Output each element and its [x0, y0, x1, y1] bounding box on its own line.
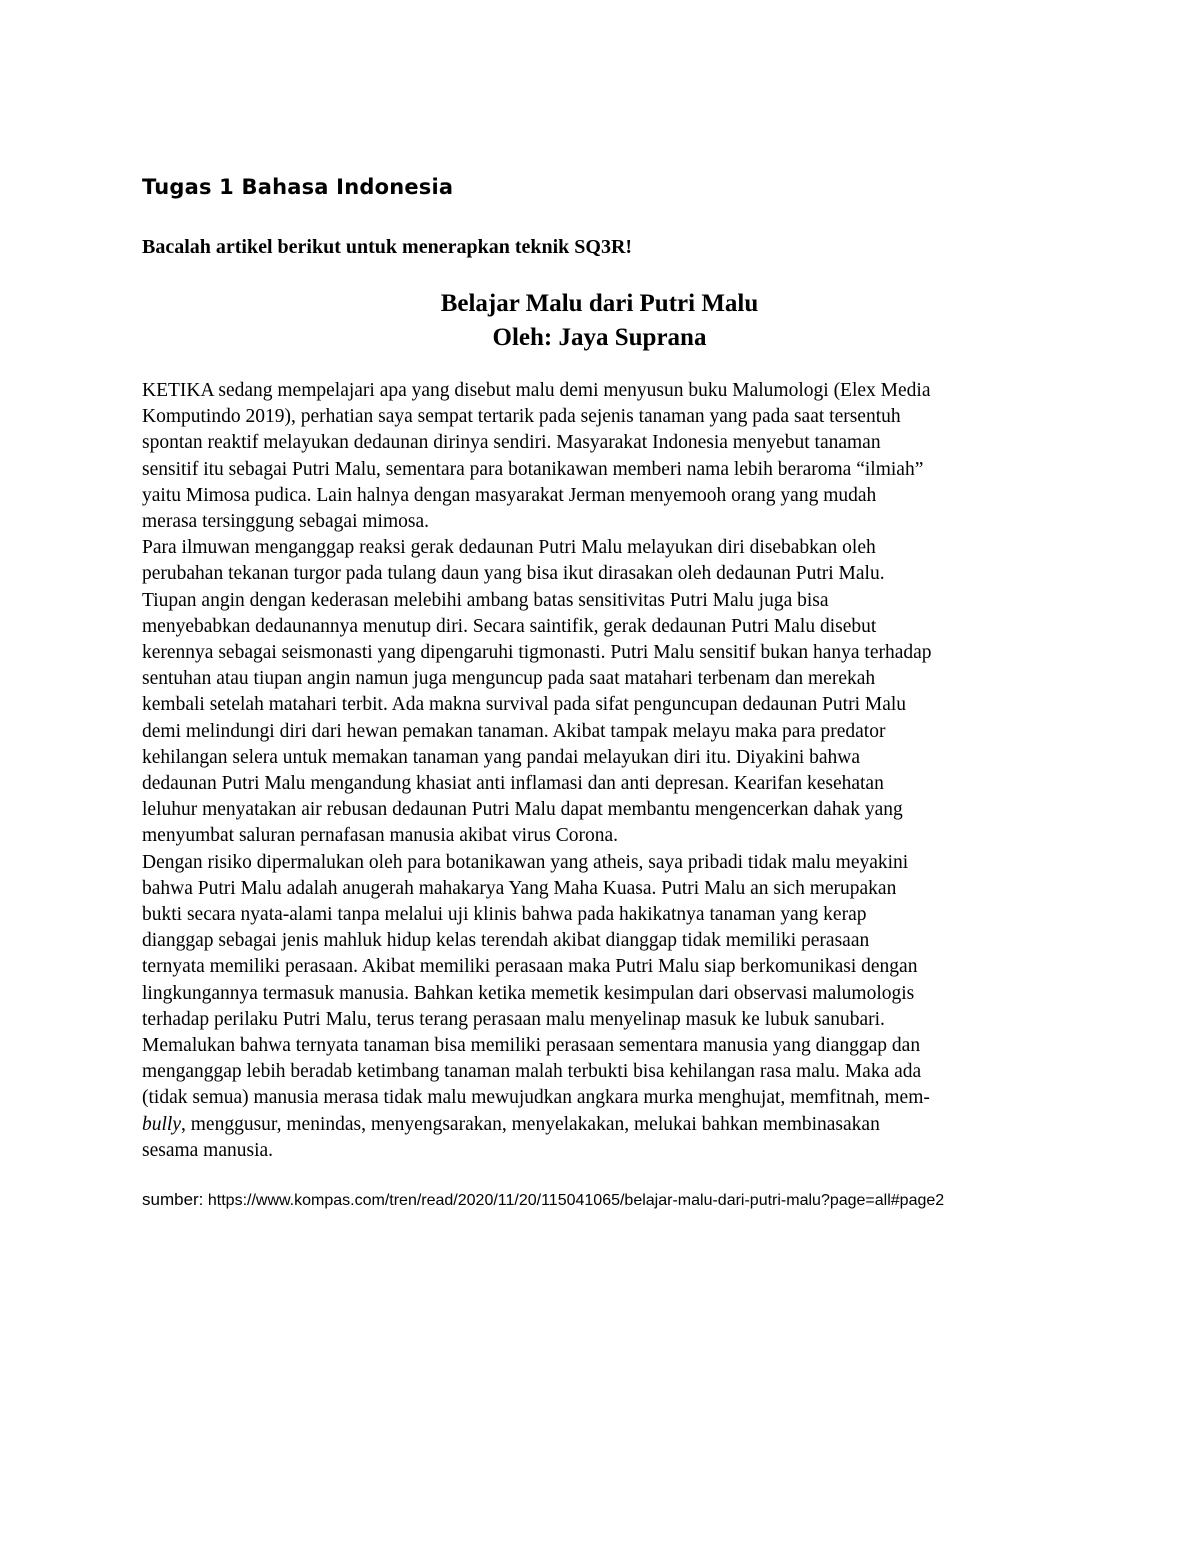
source-url: https://www.kompas.com/tren/read/2020/11/20/115041065/belajar-malu-dari-putri-malu?page=all#page2 — [207, 1192, 945, 1209]
body-line: merasa tersinggung sebagai mimosa. — [142, 511, 430, 533]
document-page — [142, 0, 1057, 1553]
article-title: Belajar Malu dari Putri Malu — [440, 290, 759, 317]
body-line: (tidak semua) manusia merasa tidak malu mewujudkan angkara murka menghujat, memfitnah, mem- — [142, 1087, 930, 1109]
body-line: lingkungannya termasuk manusia. Bahkan ketika memetik kesimpulan dari observasi malumologis — [142, 982, 915, 1004]
body-line: Komputindo 2019), perhatian saya sempat tertarik pada sejenis tanaman yang pada saat tersentuh — [142, 406, 901, 428]
body-line: dianggap sebagai jenis mahluk hidup kelas terendah akibat dianggap tidak memiliki perasaan — [142, 930, 870, 952]
article-byline: Oleh: Jaya Suprana — [492, 324, 707, 351]
body-line: spontan reaktif melayukan dedaunan dirinya sendiri. Masyarakat Indonesia menyebut tanaman — [142, 432, 881, 454]
body-line: kehilangan selera untuk memakan tanaman yang pandai melayukan diri itu. Diyakini bahwa — [142, 746, 861, 768]
source-label: sumber: — [142, 1190, 204, 1209]
body-line-rest: , menggusur, menindas, menyengsarakan, menyelakakan, melukai bahkan membinasakan — [181, 1113, 880, 1135]
body-line: dedaunan Putri Malu mengandung khasiat anti inflamasi dan anti depresan. Kearifan kesehatan — [142, 773, 884, 795]
body-line: yaitu Mimosa pudica. Lain halnya dengan masyarakat Jerman menyemooh orang yang mudah — [142, 484, 877, 506]
body-line: sesama manusia. — [142, 1139, 274, 1161]
body-line: Dengan risiko dipermalukan oleh para botanikawan yang atheis, saya pribadi tidak malu meyakini — [142, 851, 909, 873]
source-citation — [142, 1188, 944, 1213]
body-line: perubahan tekanan turgor pada tulang daun yang bisa ikut dirasakan oleh dedaunan Putri Malu. — [142, 563, 885, 585]
body-line: menganggap lebih beradab ketimbang tanaman malah terbukti bisa kehilangan rasa malu. Maka ada — [142, 1061, 922, 1083]
body-line: kerennya sebagai seismonasti yang dipengaruhi tigmonasti. Putri Malu sensitif bukan hanya terhadap — [142, 642, 932, 664]
body-line: menyebabkan dedaunannya menutup diri. Secara saintifik, gerak dedaunan Putri Malu disebut — [142, 615, 877, 637]
body-line: Para ilmuwan menganggap reaksi gerak dedaunan Putri Malu melayukan diri disebabkan oleh — [142, 537, 876, 559]
article-heading — [142, 287, 1057, 355]
body-line: bahwa Putri Malu adalah anugerah mahakarya Yang Maha Kuasa. Putri Malu an sich merupakan — [142, 877, 897, 899]
body-line: Tiupan angin dengan kederasan melebihi ambang batas sensitivitas Putri Malu juga bisa — [142, 589, 829, 611]
body-line: bukti secara nyata-alami tanpa melalui uji klinis bahwa pada hakikatnya tanaman yang kerap — [142, 904, 867, 926]
body-line: terhadap perilaku Putri Malu, terus terang perasaan malu menyelinap masuk ke lubuk sanubari. — [142, 1008, 885, 1030]
body-line: leluhur menyatakan air rebusan dedaunan Putri Malu dapat membantu mengencerkan dahak yang — [142, 799, 903, 821]
body-line: KETIKA sedang mempelajari apa yang disebut malu demi menyusun buku Malumologi (Elex Media — [142, 380, 931, 401]
italic-word: bully — [142, 1113, 181, 1135]
body-line: demi melindungi diri dari hewan pemakan tanaman. Akibat tampak melayu maka para predator — [142, 720, 886, 742]
body-line: kembali setelah matahari terbit. Ada makna survival pada sifat penguncupan dedaunan Putri Malu — [142, 694, 907, 716]
body-line: ternyata memiliki perasaan. Akibat memiliki perasaan maka Putri Malu siap berkomunikasi dengan — [142, 956, 918, 978]
article-body — [142, 378, 1057, 1164]
body-line: sentuhan atau tiupan angin namun juga menguncup pada saat matahari terbenam dan merekah — [142, 668, 876, 690]
body-line-bully — [142, 1112, 1057, 1138]
body-line: Memalukan bahwa ternyata tanaman bisa memiliki perasaan sementara manusia yang dianggap dan — [142, 1035, 921, 1057]
document-title: Tugas 1 Bahasa Indonesia — [142, 175, 454, 199]
body-line: menyumbat saluran pernafasan manusia akibat virus Corona. — [142, 825, 618, 847]
instruction-text: Bacalah artikel berikut untuk menerapkan teknik SQ3R! — [142, 236, 633, 258]
body-line: sensitif itu sebagai Putri Malu, sementara para botanikawan memberi nama lebih beraroma “ilmiah” — [142, 458, 924, 480]
